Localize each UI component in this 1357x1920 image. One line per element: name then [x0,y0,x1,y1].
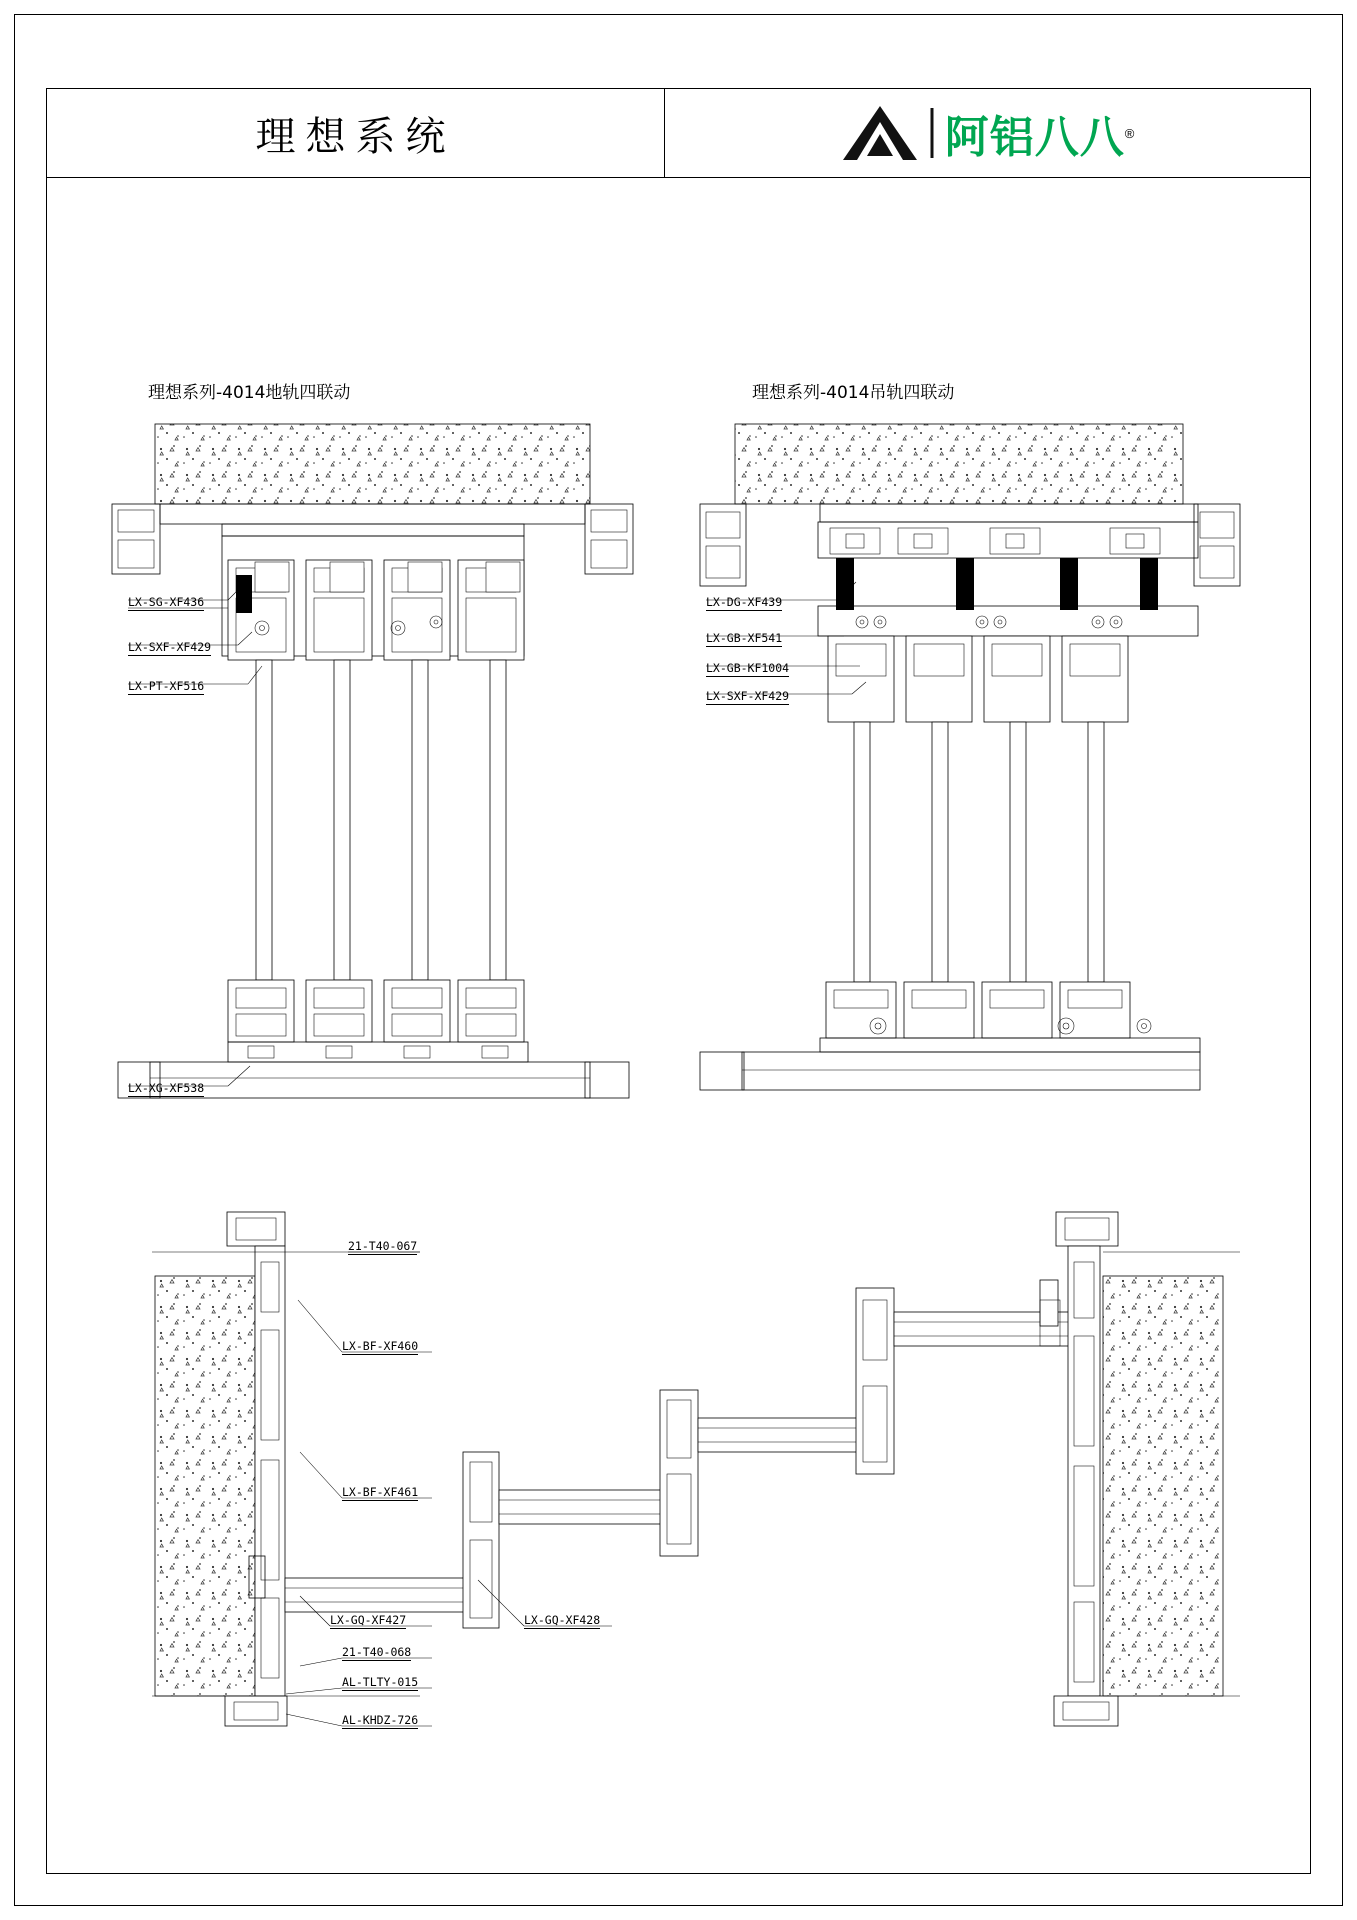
callout-al-khdz-726: AL-KHDZ-726 [342,1713,419,1727]
sheet-title: 理想系统 [255,113,456,160]
brand-logo [841,101,1135,165]
callout-lx-gq-xf427: LX-GQ-XF427 [330,1613,407,1627]
callout-lx-gb-xf541: LX-GB-XF541 [706,631,783,645]
callout-lx-bf-xf460: LX-BF-XF460 [342,1339,419,1353]
brand-name: 阿铝八八 [944,112,1125,163]
callout-21-t40-067: 21-T40-067 [348,1239,418,1253]
callout-lx-pt-xf516: LX-PT-XF516 [128,679,205,693]
callout-lx-bf-xf461: LX-BF-XF461 [342,1485,419,1499]
callout-lx-dg-xf439: LX-DG-XF439 [706,595,783,609]
callout-21-t40-068: 21-T40-068 [342,1645,412,1659]
registered-mark: ® [1124,125,1135,141]
title-block-right [665,89,1310,177]
callout-lx-gb-kf1004: LX-GB-KF1004 [706,661,790,675]
callout-lx-sg-xf436: LX-SG-XF436 [128,595,205,609]
callout-lx-sxf-xf429-2: LX-SXF-XF429 [706,689,790,703]
title-block-left [47,89,665,177]
sheet-inner-border [46,88,1311,1874]
callout-lx-xg-xf538: LX-XG-XF538 [128,1081,205,1095]
caption-hanging-track: 理想系列-4014吊轨四联动 [752,383,955,403]
callout-lx-sxf-xf429: LX-SXF-XF429 [128,640,212,654]
logo-divider-icon [919,104,945,162]
callout-lx-gq-xf428: LX-GQ-XF428 [524,1613,601,1627]
caption-floor-track: 理想系列-4014地轨四联动 [148,383,351,403]
title-block [46,88,1311,178]
callout-al-tlty-015: AL-TLTY-015 [342,1675,419,1689]
logo-a-mark-icon [841,104,919,162]
